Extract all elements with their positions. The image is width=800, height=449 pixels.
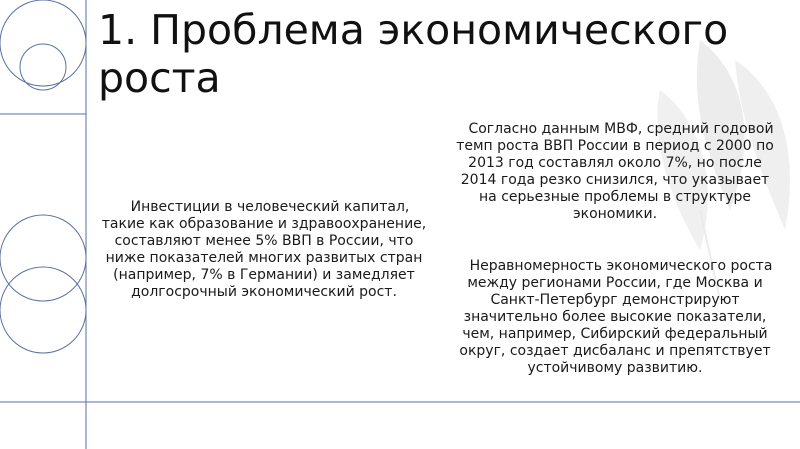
circle-decoration <box>0 0 86 353</box>
slide-title: 1. Проблема экономического роста <box>98 6 729 102</box>
regional-paragraph: Неравномерность экономического роста между регионами России, где Москва и Санкт-Петербург демонстрируют значительно более высокие показатели, чем, например, Сибирский федеральный округ, создает дисбаланс и препятствует устойчивому развитию. <box>459 258 773 376</box>
growth-rate-paragraph: Согласно данным МВФ, средний годовой темп роста ВВП России в период с 2000 по 2013 год составлял около 7%, но после 2014 года резко снизился, что указывает на серьезные проблемы в структуре экономики. <box>456 121 774 222</box>
investment-paragraph: Инвестиции в человеческий капитал, такие как образование и здравоохранение, составляют менее 5% ВВП в России, что ниже показателей многих развитых стран (например, 7% в Германии) и замедляет долгосрочный экономический рост. <box>101 199 427 300</box>
